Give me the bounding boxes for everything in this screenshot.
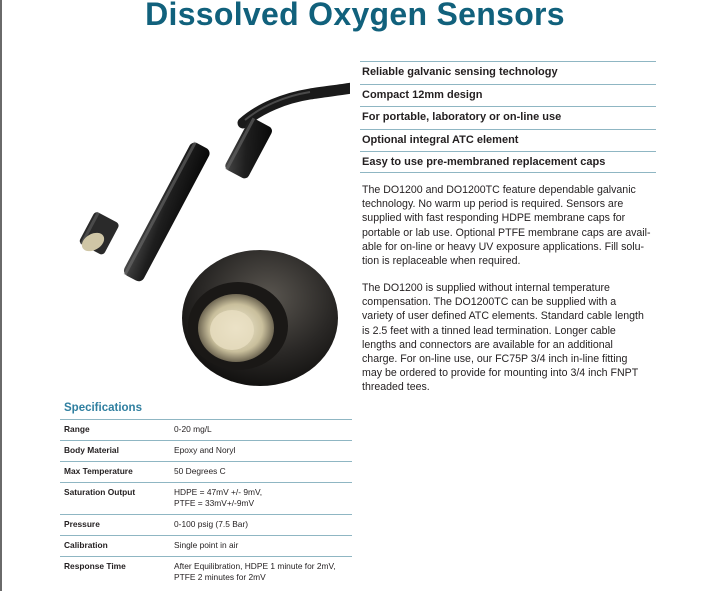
text-line: threaded tees. [362, 381, 430, 394]
spec-label: Saturation Output [60, 483, 168, 515]
text-line: lengths and connectors are available for an additional [362, 338, 613, 351]
spec-value-line: PTFE 2 minutes for 2mV [174, 572, 266, 582]
description-paragraph-1 [362, 183, 662, 268]
text-line: compensation. The DO1200TC can be supplied with a [362, 296, 617, 309]
table-row [60, 441, 352, 462]
spec-label: Max Temperature [60, 462, 168, 483]
specifications-heading: Specifications [64, 402, 142, 414]
feature-item: Easy to use pre-membraned replacement caps [360, 151, 656, 173]
text-line: is 2.5 feet with a tinned lead termination. Longer cable [362, 324, 616, 337]
spec-value [168, 483, 352, 515]
spec-value-line: PTFE = 33mV+/-9mV [174, 498, 255, 508]
sensor-illustration [60, 58, 350, 388]
text-line: portable or lab use. Optional PTFE membrane caps are avail- [362, 226, 651, 239]
text-line: may be ordered to provide for mounting into 3/4 inch FNPT [362, 367, 639, 380]
spec-value [168, 536, 352, 557]
spec-value [168, 420, 352, 441]
table-row [60, 462, 352, 483]
feature-item: Optional integral ATC element [360, 129, 656, 150]
spec-value [168, 441, 352, 462]
table-row [60, 420, 352, 441]
spec-value [168, 462, 352, 483]
feature-item: Reliable galvanic sensing technology [360, 61, 656, 82]
page-left-border [0, 0, 2, 591]
product-photo [60, 58, 350, 388]
spec-value-line: 50 Degrees C [174, 466, 226, 476]
spec-value [168, 515, 352, 536]
text-line: tion is replaceable when required. [362, 255, 521, 268]
table-row [60, 483, 352, 515]
spec-label: Body Material [60, 441, 168, 462]
feature-item: Compact 12mm design [360, 84, 656, 105]
spec-value-line: 0-20 mg/L [174, 424, 212, 434]
spec-value-line: 0-100 psig (7.5 Bar) [174, 519, 249, 529]
table-row [60, 557, 352, 589]
spec-value-line: HDPE = 47mV +/- 9mV, [174, 487, 263, 497]
feature-list [360, 61, 656, 175]
spec-value-line: After Equilibration, HDPE 1 minute for 2mV, [174, 561, 336, 571]
text-line: The DO1200 and DO1200TC feature dependable galvanic [362, 184, 636, 196]
text-line: charge. For on-line use, our FC75P 3/4 inch in-line fitting [362, 353, 628, 366]
text-line: variety of user defined ATC elements. Standard cable length [362, 310, 644, 323]
spec-value-line: Single point in air [174, 540, 239, 550]
spec-value-line: Epoxy and Noryl [174, 445, 236, 455]
spec-label: Response Time [60, 557, 168, 589]
text-line: supplied with fast responding HDPE membrane caps for [362, 212, 626, 225]
specifications-table [60, 419, 352, 588]
feature-item: For portable, laboratory or on-line use [360, 106, 656, 127]
text-line: The DO1200 is supplied without internal temperature [362, 282, 610, 294]
table-row [60, 515, 352, 536]
spec-label: Calibration [60, 536, 168, 557]
description-paragraph-2 [362, 281, 662, 395]
page-title: Dissolved Oxygen Sensors [145, 0, 565, 32]
spec-label: Range [60, 420, 168, 441]
text-line: technology. No warm up period is required. Sensors are [362, 198, 624, 211]
spec-label: Pressure [60, 515, 168, 536]
table-row [60, 536, 352, 557]
text-line: able for on-line or heavy UV exposure applications. Fill solu- [362, 240, 645, 253]
spec-value [168, 557, 352, 589]
